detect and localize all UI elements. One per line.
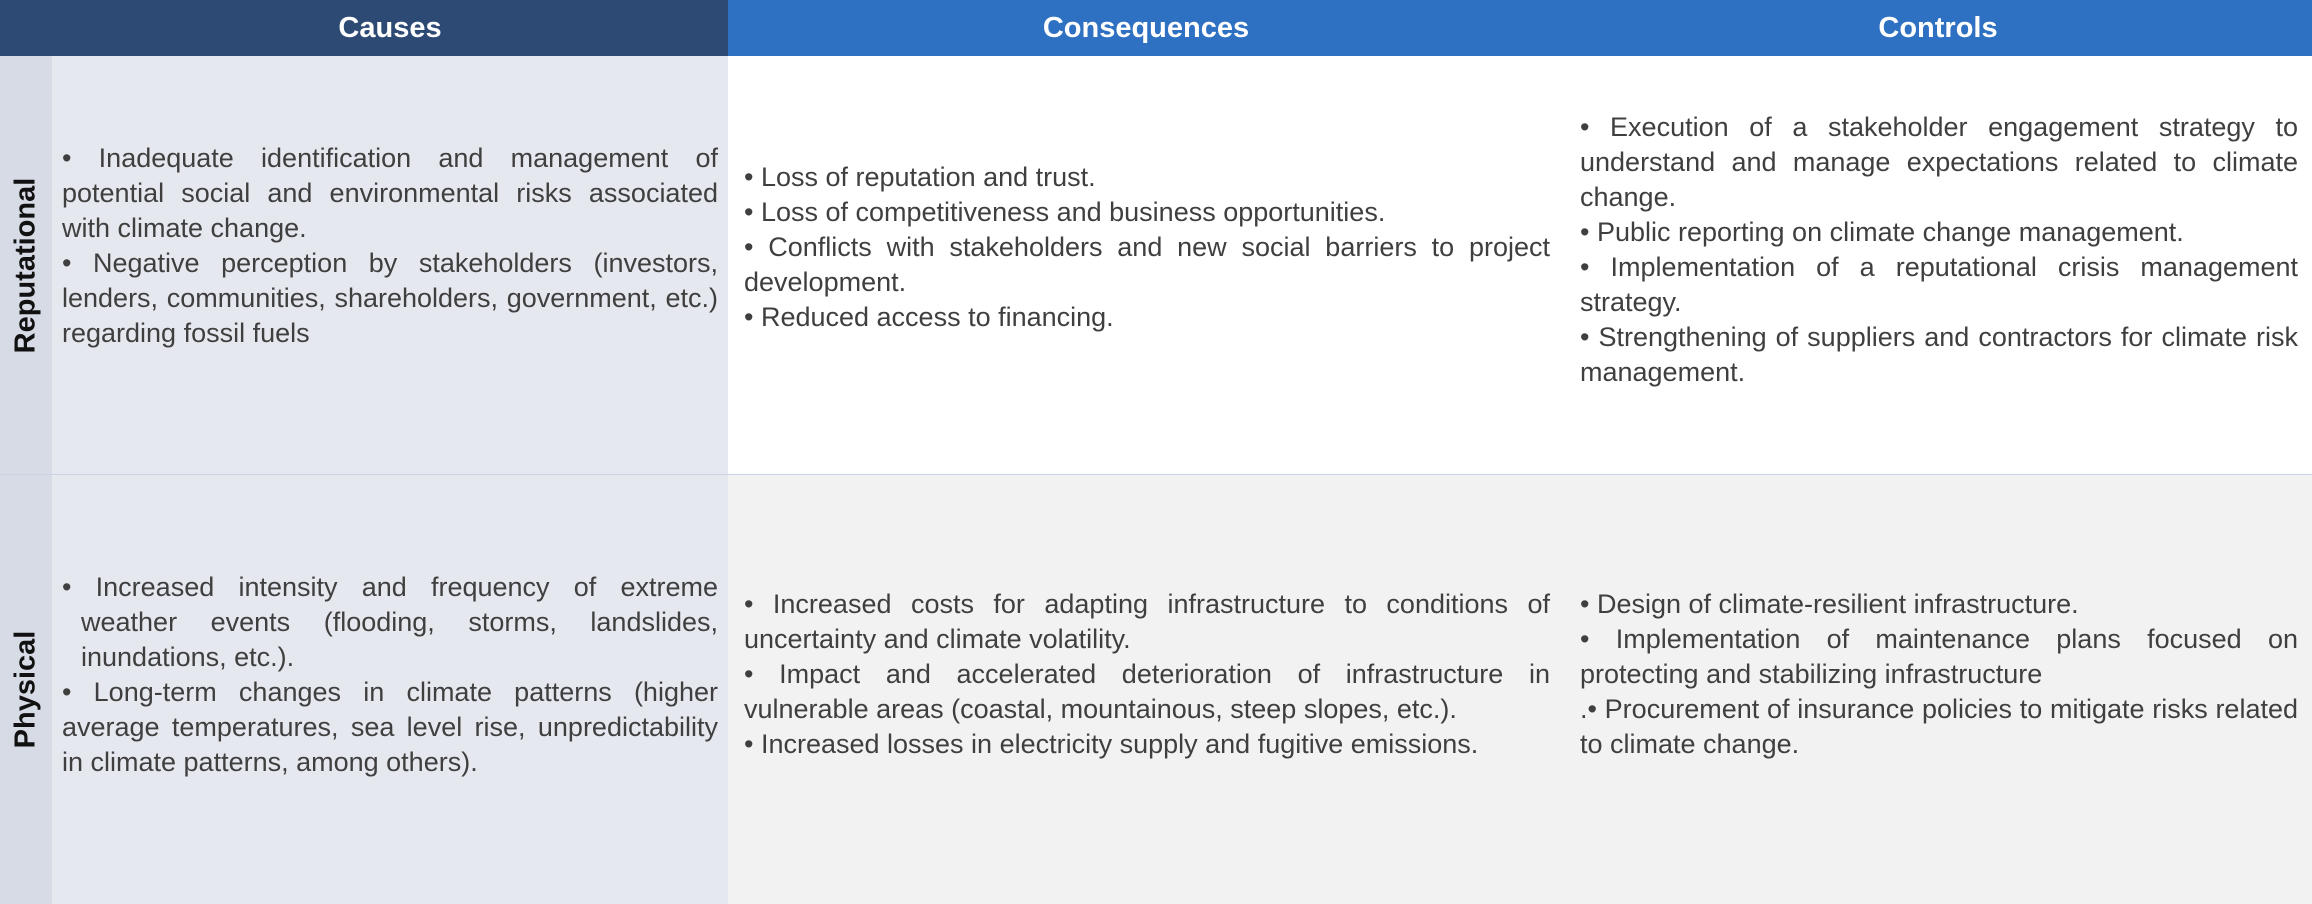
reputational-causes-list bbox=[62, 141, 718, 351]
physical-consequences-cell bbox=[728, 475, 1564, 904]
reputational-controls-cell bbox=[1564, 56, 2312, 475]
list-item: • Strengthening of suppliers and contractors for climate risk management. bbox=[1580, 321, 2298, 387]
list-item: • Implementation of maintenance plans focused on protecting and stabilizing infrastructure bbox=[1580, 624, 2298, 689]
table-row-physical bbox=[0, 475, 2312, 904]
list-item: • Loss of competitiveness and business opportunities. bbox=[744, 197, 1386, 227]
reputational-consequences-cell bbox=[728, 56, 1564, 475]
physical-controls-list bbox=[1580, 587, 2298, 762]
list-item: • Inadequate identification and management of potential social and environmental risks associated with climate change. bbox=[62, 142, 718, 243]
row-label-reputational: Reputational bbox=[9, 177, 42, 354]
list-item: • Negative perception by stakeholders (investors, lenders, communities, shareholders, government, etc.) regarding fossil fuels bbox=[62, 247, 718, 348]
physical-causes-cell bbox=[52, 475, 728, 904]
table-header-row bbox=[0, 0, 2312, 56]
list-item: • Execution of a stakeholder engagement strategy to understand and manage expectations related to climate change. bbox=[1580, 111, 2298, 212]
row-label-cell-reputational bbox=[0, 56, 52, 475]
header-controls: Controls bbox=[1564, 0, 2312, 56]
list-item: • Public reporting on climate change management. bbox=[1580, 216, 2184, 247]
list-item: .• Procurement of insurance policies to mitigate risks related to climate change. bbox=[1580, 694, 2298, 759]
list-item: • Increased intensity and frequency of extreme weather events (flooding, storms, landslides, inundations, etc.). bbox=[62, 571, 718, 672]
list-item: • Increased losses in electricity supply and fugitive emissions. bbox=[744, 729, 1479, 759]
header-causes: Causes bbox=[52, 0, 728, 56]
list-item: • Reduced access to financing. bbox=[744, 302, 1114, 332]
list-item: • Conflicts with stakeholders and new social barriers to project development. bbox=[744, 232, 1550, 297]
physical-causes-list bbox=[62, 570, 718, 780]
row-label-physical: Physical bbox=[9, 630, 42, 749]
header-consequences: Consequences bbox=[728, 0, 1564, 56]
row-label-cell-physical bbox=[0, 475, 52, 904]
list-item: • Design of climate-resilient infrastructure. bbox=[1580, 589, 2079, 619]
list-item: • Implementation of a reputational crisis management strategy. bbox=[1580, 251, 2298, 317]
physical-controls-cell bbox=[1564, 475, 2312, 904]
table-row-reputational bbox=[0, 56, 2312, 475]
list-item: • Long-term changes in climate patterns (higher average temperatures, sea level rise, unpredictability in climate patterns, among others). bbox=[62, 676, 718, 777]
list-item: • Impact and accelerated deterioration of infrastructure in vulnerable areas (coastal, mountainous, steep slopes, etc.). bbox=[744, 659, 1550, 724]
reputational-controls-list bbox=[1580, 110, 2298, 390]
list-item: • Increased costs for adapting infrastructure to conditions of uncertainty and climate volatility. bbox=[744, 589, 1550, 654]
list-item: • Loss of reputation and trust. bbox=[744, 162, 1096, 192]
reputational-consequences-list bbox=[744, 160, 1550, 335]
reputational-causes-cell bbox=[52, 56, 728, 475]
physical-consequences-list bbox=[744, 587, 1550, 762]
header-corner-cell bbox=[0, 0, 52, 56]
